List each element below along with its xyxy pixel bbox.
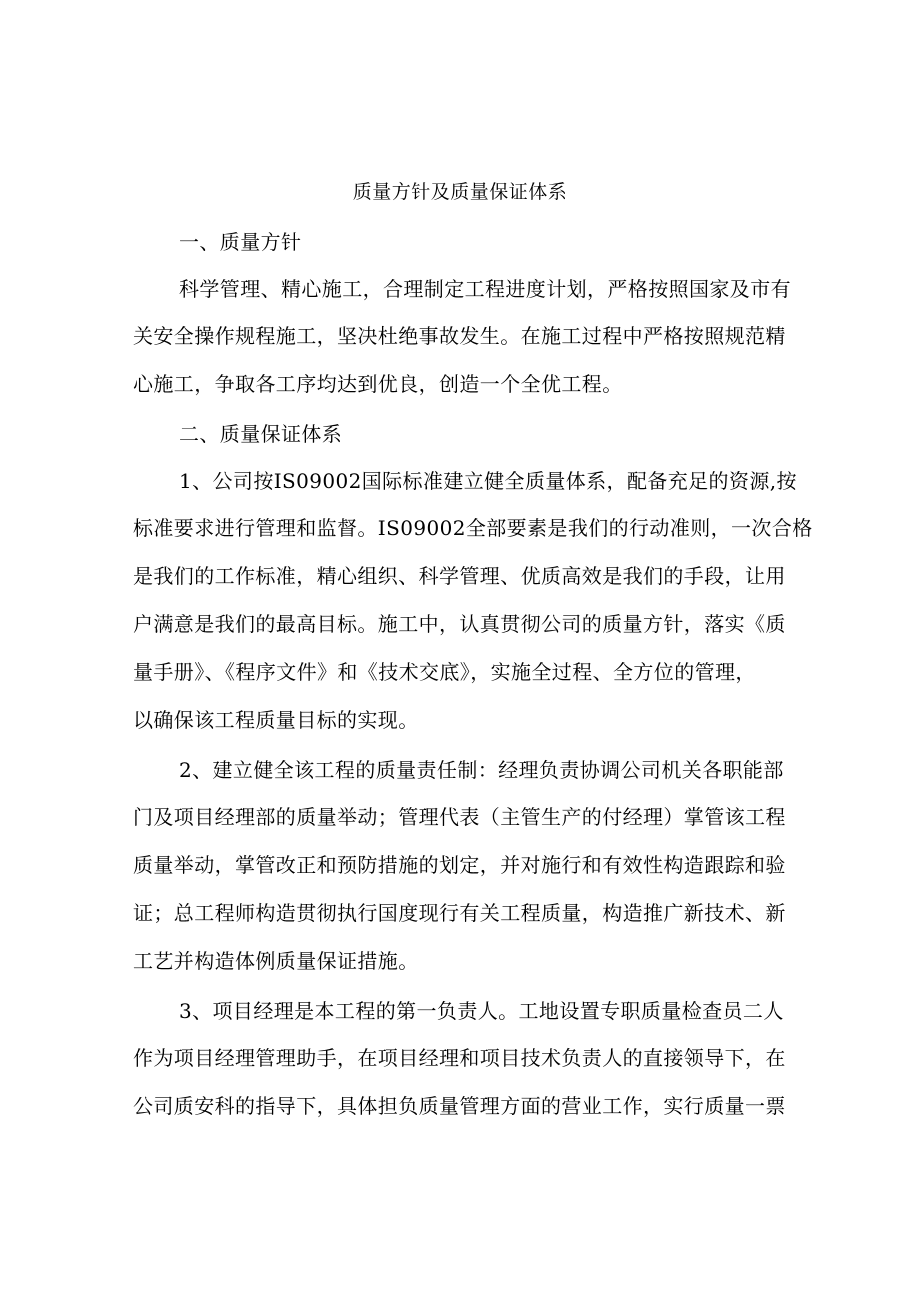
paragraph-line: 质量举动，掌管改正和预防措施的划定，并对施行和有效性构造跟踪和验 xyxy=(133,853,786,877)
document-title: 质量方针及质量保证体系 xyxy=(352,181,568,203)
paragraph-line: 证；总工程师构造贯彻执行国度现行有关工程质量，构造推广新技术、新 xyxy=(133,901,786,925)
paragraph-line: 作为项目经理管理助手，在项目经理和项目技术负责人的直接领导下，在 xyxy=(133,1046,786,1070)
paragraph-line: 公司质安科的指导下，具体担负质量管理方面的营业工作，实行质量一票 xyxy=(133,1094,786,1118)
paragraph-line: 1、公司按IS09002国际标准建立健全质量体系，配备充足的资源,按 xyxy=(179,469,797,493)
paragraph-line: 以确保该工程质量目标的实现。 xyxy=(133,708,419,732)
paragraph-line: 门及项目经理部的质量举动；管理代表（主管生产的付经理）掌管该工程 xyxy=(133,805,786,829)
paragraph-line: 户满意是我们的最高目标。施工中，认真贯彻公司的质量方针，落实《质 xyxy=(133,612,786,636)
paragraph-line: 3、项目经理是本工程的第一负责人。工地设置专职质量检查员二人 xyxy=(179,999,784,1023)
paragraph-line: 关安全操作规程施工，坚决杜绝事故发生。在施工过程中严格按照规范精 xyxy=(133,324,786,348)
paragraph-line: 是我们的工作标准，精心组织、科学管理、优质高效是我们的手段，让用 xyxy=(133,564,786,588)
paragraph-line: 2、建立健全该工程的质量责任制：经理负责协调公司机关各职能部 xyxy=(179,758,784,782)
paragraph-line: 标准要求进行管理和监督。IS09002全部要素是我们的行动准则，一次合格 xyxy=(133,516,813,540)
section-heading-quality-assurance: 二、质量保证体系 xyxy=(179,422,343,446)
paragraph-line: 科学管理、精心施工，合理制定工程进度计划，严格按照国家及市有 xyxy=(179,277,791,301)
section-heading-quality-policy: 一、质量方针 xyxy=(179,230,302,254)
paragraph-line: 工艺并构造体例质量保证措施。 xyxy=(133,949,419,973)
paragraph-line: 心施工，争取各工序均达到优良，创造一个全优工程。 xyxy=(133,372,623,396)
paragraph-line: 量手册》、《程序文件》和《技术交底》，实施全过程、全方位的管理， xyxy=(133,660,756,684)
